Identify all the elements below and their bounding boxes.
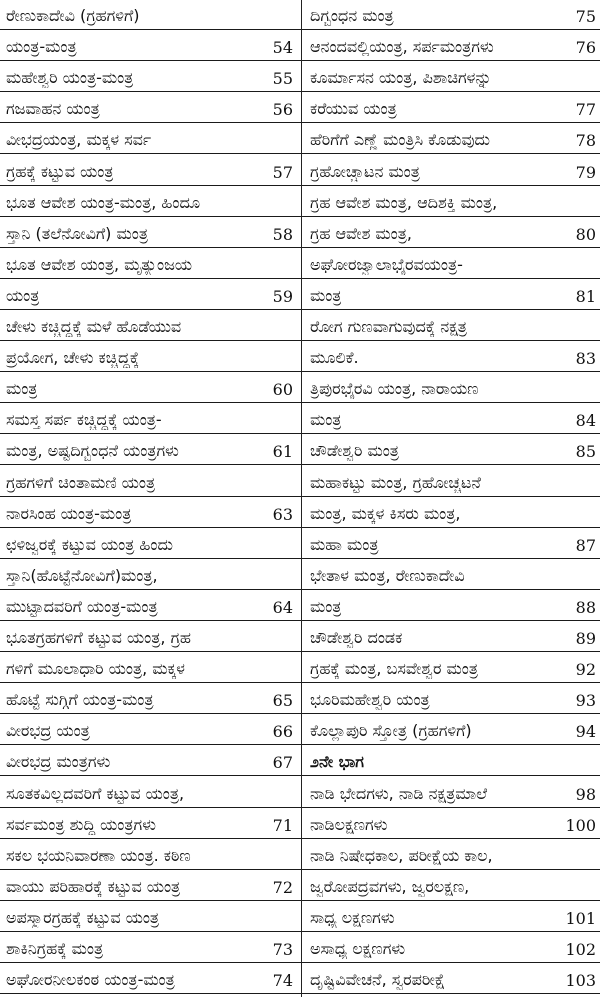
toc-entry-title: ಅಪಸ್ಮಾರಗ್ರಹಕ್ಕೆ ಕಟ್ಟುವ ಯಂತ್ರ [6, 907, 160, 927]
toc-entry-title: ಹೆರಿಗೆಗೆ ಎಣ್ಣೆ ಮಂತ್ರಿಸಿ ಕೊಡುವುದು [310, 130, 490, 150]
toc-entry-page: 98 [575, 784, 596, 804]
toc-entry-page: 93 [575, 691, 596, 711]
toc-entry-page: 61 [272, 442, 293, 462]
toc-entry-title: ಕರೆಯುವ ಯಂತ್ರ [310, 99, 397, 119]
toc-entry-title: ಭೂರಿಮಹೇಶ್ವರಿ ಯಂತ್ರ [310, 690, 430, 710]
toc-entry [302, 686, 600, 714]
toc-right-column [302, 0, 600, 997]
toc-entry [0, 780, 301, 808]
toc-entry-page: 84 [575, 411, 596, 431]
toc-entry-title: ಸಮಸ್ತ ಸರ್ಪ ಕಚ್ಚಿದ್ದಕ್ಕೆ ಯಂತ್ರ- [6, 410, 162, 430]
toc-entry-page: 76 [575, 38, 596, 58]
toc-entry [0, 966, 301, 994]
toc-entry-title: ಗ್ರಹಗಳಿಗೆ ಚಿಂತಾಮಣಿ ಯಂತ್ರ [6, 472, 156, 492]
toc-entry-title: ಮಹಾ ಮಂತ್ರ [310, 534, 379, 554]
toc-entry-title: ಮಂತ್ರ [310, 410, 342, 430]
toc-entry [302, 935, 600, 963]
toc-entry [302, 220, 600, 248]
toc-entry [302, 33, 600, 61]
toc-entry [302, 406, 600, 434]
toc-entry-title: ಮಂತ್ರ [6, 379, 38, 399]
toc-entry-title: ಹೊಟ್ಟೆ ಸುಗ್ಗಿಗೆ ಯಂತ್ರ-ಮಂತ್ರ [6, 690, 154, 710]
toc-entry-title: ಮಂತ್ರ [310, 285, 342, 305]
toc-entry-title: ರೋಗ ಗುಣವಾಗುವುದಕ್ಕೆ ನಕ್ಷತ್ರ [310, 317, 467, 336]
toc-entry-page: 66 [272, 722, 293, 742]
toc-entry-page: 81 [575, 286, 596, 306]
toc-entry [0, 95, 301, 123]
toc-entry-page: 83 [575, 349, 596, 369]
toc-entry-title: ಶಾಕಿನಿಗ್ರಹಕ್ಕೆ ಮಂತ್ರ [6, 939, 104, 958]
toc-entry [302, 904, 600, 932]
toc-entry [0, 375, 301, 403]
toc-entry [302, 966, 600, 994]
toc-entry-title: ಪ್ರಯೋಗ, ಚೇಳು ಕಚ್ಚಿದ್ದಕ್ಕೆ [6, 348, 140, 368]
toc-entry [0, 935, 301, 963]
toc-entry-title: ಗ್ರಹ ಆವೇಶ ಮಂತ್ರ, ಆದಿಶಕ್ತಿ ಮಂತ್ರ, [310, 192, 498, 212]
toc-entry [302, 811, 600, 839]
toc-entry [0, 748, 301, 776]
toc-entry-page: 85 [575, 442, 596, 462]
toc-entry-title: ಮೂಲಿಕೆ. [310, 348, 359, 368]
toc-entry-page: 79 [575, 162, 596, 182]
toc-entry [0, 811, 301, 839]
toc-entry-title: ಛಳಿಜ್ವರಕ್ಕೆ ಕಟ್ಟುವ ಯಂತ್ರ ಹಿಂದು [6, 534, 173, 554]
toc-entry [0, 717, 301, 745]
toc-entry-page: 87 [575, 535, 596, 555]
toc-entry-title: ಮಂತ್ರ [310, 596, 342, 616]
toc-entry [302, 531, 600, 559]
toc-entry-title: ಸೂತಕವಿಲ್ಲದವರಿಗೆ ಕಟ್ಟುವ ಯಂತ್ರ, [6, 783, 185, 803]
toc-entry-page: 75 [575, 7, 596, 26]
toc-entry-title: ಗ್ರಹ ಆವೇಶ ಮಂತ್ರ, [310, 223, 412, 243]
toc-entry [0, 33, 301, 61]
toc-entry-title: ಮಹೇಶ್ವರಿ ಯಂತ್ರ-ಮಂತ್ರ [6, 68, 134, 88]
toc-entry-page: 59 [272, 286, 293, 306]
toc-entry-title: ಚೇಳು ಕಚ್ಚಿದ್ದಕ್ಕೆ ಮಳೆ ಹೊಡೆಯುವ [6, 317, 182, 336]
toc-entry [302, 375, 600, 403]
toc-entry [0, 251, 301, 279]
toc-entry-page: 71 [272, 815, 293, 835]
toc-entry-title: ರೇಣುಕಾದೇವಿ (ಗ್ರಹಗಳಿಗೆ) [6, 6, 140, 25]
toc-entry-title: ಭೂತ ಆವೇಶ ಯಂತ್ರ, ಮೃತ್ಯುಂಜಯ [6, 254, 193, 274]
toc-entry [0, 437, 301, 465]
toc-entry-title: ದಿಗ್ಬಂಧನ ಮಂತ್ರ [310, 6, 394, 25]
toc-entry [302, 842, 600, 870]
toc-entry-title: ಭೇತಾಳ ಮಂತ್ರ, ರೇಣುಕಾದೇವಿ [310, 565, 465, 585]
toc-entry-page: 102 [565, 940, 596, 959]
toc-entry [0, 126, 301, 154]
toc-entry [302, 282, 600, 310]
toc-entry-title: ತ್ರಿಪುರಭೈರವಿ ಯಂತ್ರ, ನಾರಾಯಣ [310, 379, 479, 399]
toc-entry [302, 500, 600, 528]
toc-entry-page: 55 [272, 69, 293, 89]
toc-entry-title: ಚೌಡೇಶ್ವರಿ ಮಂತ್ರ [310, 441, 399, 461]
toc-entry-title: ಮಂತ್ರ, ಮಕ್ಕಳ ಕಿಸರು ಮಂತ್ರ, [310, 503, 461, 523]
toc-entry [0, 220, 301, 248]
toc-entry [302, 344, 600, 372]
toc-entry [302, 64, 600, 92]
toc-entry [0, 158, 301, 186]
toc-entry-title: ಕೊಲ್ಲಾಪುರಿ ಸ್ತೋತ್ರ (ಗ್ರಹಗಳಿಗೆ) [310, 721, 472, 741]
toc-entry-title: ವೀರಭದ್ರ ಮಂತ್ರಗಳು [6, 752, 111, 772]
toc-entry-page: 54 [272, 38, 293, 58]
toc-entry [302, 313, 600, 341]
toc-entry-page: 74 [272, 971, 293, 991]
toc-entry [0, 282, 301, 310]
toc-entry [302, 780, 600, 808]
toc-entry-title: ಮುಟ್ಟಾದವರಿಗೆ ಯಂತ್ರ-ಮಂತ್ರ [6, 596, 158, 616]
toc-entry-page: 64 [272, 597, 293, 617]
toc-entry [0, 873, 301, 901]
toc-entry-title: ಯಂತ್ರ-ಮಂತ್ರ [6, 37, 77, 57]
toc-entry [0, 64, 301, 92]
toc-entry [0, 406, 301, 434]
toc-entry [0, 2, 301, 30]
toc-entry-page: 56 [272, 100, 293, 120]
toc-entry-page: 72 [272, 877, 293, 897]
toc-entry-title: ಗಜವಾಹನ ಯಂತ್ರ [6, 99, 100, 119]
toc-entry-page: 92 [575, 660, 596, 680]
toc-entry [302, 717, 600, 745]
toc-entry-title: ವೀರಭದ್ರ ಯಂತ್ರ [6, 721, 90, 741]
toc-entry-page: 80 [575, 224, 596, 244]
toc-entry [302, 593, 600, 621]
toc-entry-title: ನಾಡಿಲಕ್ಷಣಗಳು [310, 814, 388, 834]
toc-entry [0, 344, 301, 372]
toc-entry-title: ಭೂತಗ್ರಹಗಳಿಗೆ ಕಟ್ಟುವ ಯಂತ್ರ, ಗ್ರಹ [6, 628, 192, 647]
toc-entry [302, 873, 600, 901]
toc-entry-title: ಚೌಡೇಶ್ವರಿ ದಂಡಕ [310, 628, 403, 647]
toc-entry [302, 624, 600, 652]
toc-entry-title: ಸರ್ವಮಂತ್ರ ಶುದ್ಧಿ ಯಂತ್ರಗಳು [6, 814, 156, 834]
toc-entry-page: 57 [272, 162, 293, 182]
toc-entry-page: 89 [575, 629, 596, 648]
toc-entry [302, 562, 600, 590]
toc-entry [302, 95, 600, 123]
toc-entry-title: ದೃಷ್ಟಿವಿವೇಚನೆ, ಸ್ವರಪರೀಕ್ಷೆ [310, 970, 446, 990]
toc-entry [0, 624, 301, 652]
toc-entry-title: ಗ್ರಹಕ್ಕೆ ಕಟ್ಟುವ ಯಂತ್ರ [6, 161, 114, 181]
toc-entry-title: ಭೂತ ಆವೇಶ ಯಂತ್ರ-ಮಂತ್ರ, ಹಿಂದೂ [6, 192, 201, 212]
toc-entry-title: ಸ್ತಾನಿ(ಹೊಟ್ಟೆನೋವಿಗೆ)ಮಂತ್ರ, [6, 565, 158, 585]
toc-entry-title: ಅಘೋರಜ್ವಾಲಾಭೈರವಯಂತ್ರ- [310, 254, 463, 274]
toc-entry-title: ಅಘೋರನೀಲಕಂಠ ಯಂತ್ರ-ಮಂತ್ರ [6, 970, 175, 990]
toc-entry-title: ಸಕಲ ಭಯನಿವಾರಣಾ ಯಂತ್ರ. ಕಠಿಣ [6, 845, 191, 865]
toc-entry-page: 60 [272, 380, 293, 400]
toc-entry [0, 686, 301, 714]
toc-entry-title: ವೀಭದ್ರಯಂತ್ರ, ಮಕ್ಕಳ ಸರ್ವ [6, 130, 152, 150]
toc-entry-title: ಮಹಾಕಟ್ಟು ಮಂತ್ರ, ಗ್ರಹೋಚ್ಚಟನೆ [310, 472, 481, 492]
toc-entry [0, 593, 301, 621]
toc-entry [302, 437, 600, 465]
toc-entry-title: ನಾರಸಿಂಹ ಯಂತ್ರ-ಮಂತ್ರ [6, 503, 132, 523]
toc-entry-title: ಗಳಿಗೆ ಮೂಲಾಧಾರಿ ಯಂತ್ರ, ಮಕ್ಕಳ [6, 659, 185, 679]
toc-entry [0, 469, 301, 497]
toc-entry [0, 842, 301, 870]
toc-entry [0, 500, 301, 528]
toc-entry-title: ಅಸಾಧ್ಯ ಲಕ್ಷಣಗಳು [310, 939, 406, 958]
toc-entry [302, 126, 600, 154]
toc-entry-title: ಗ್ರಹೋಚ್ಚಾಟನ ಮಂತ್ರ [310, 161, 420, 181]
toc-entry [302, 158, 600, 186]
toc-entry-page: 77 [575, 100, 596, 120]
toc-entry [0, 531, 301, 559]
toc-entry [0, 313, 301, 341]
toc-entry [0, 904, 301, 932]
toc-entry [302, 748, 600, 776]
toc-entry-page: 73 [272, 940, 293, 959]
toc-entry-page: 65 [272, 691, 293, 711]
toc-entry [302, 2, 600, 30]
toc-entry-title: ವಾಯು ಪರಿಹಾರಕ್ಕೆ ಕಟ್ಟುವ ಯಂತ್ರ [6, 876, 181, 896]
toc-entry-title: ಗ್ರಹಕ್ಕೆ ಮಂತ್ರ, ಬಸವೇಶ್ವರ ಮಂತ್ರ [310, 659, 478, 679]
toc-entry-title: ನಾಡಿ ನಿಷೇಧಕಾಲ, ಪರೀಕ್ಷೆಯ ಕಾಲ, [310, 845, 493, 865]
toc-entry-page: 67 [272, 753, 293, 773]
toc-entry-title: ಆನಂದವಲ್ಲಿಯಂತ್ರ, ಸರ್ಪಮಂತ್ರಗಳು [310, 37, 494, 57]
toc-entry [0, 562, 301, 590]
toc-entry-page: 78 [575, 131, 596, 151]
toc-entry [302, 469, 600, 497]
toc-entry [302, 655, 600, 683]
toc-entry-page: 94 [575, 722, 596, 742]
toc-entry-title: ನಾಡಿ ಭೇದಗಳು, ನಾಡಿ ನಕ್ಷತ್ರಮಾಲೆ [310, 783, 488, 803]
toc-entry-title: ಮಂತ್ರ, ಅಷ್ಟದಿಗ್ಭಂಧನೆ ಯಂತ್ರಗಳು [6, 441, 179, 461]
toc-entry [0, 189, 301, 217]
toc-entry-page: 103 [565, 971, 596, 991]
toc-entry-title: ಸ್ತಾನಿ (ತಲೆನೋವಿಗೆ) ಮಂತ್ರ [6, 223, 148, 243]
toc-entry [302, 251, 600, 279]
toc-entry [302, 189, 600, 217]
toc-entry-page: 101 [565, 908, 596, 928]
toc-entry-title: ಯಂತ್ರ [6, 285, 40, 305]
toc-entry-page: 58 [272, 224, 293, 244]
toc-entry-title: ಜ್ವರೋಪದ್ರವಗಳು, ಜ್ವರಲಕ್ಷಣ, [310, 876, 470, 896]
toc-entry-title: ೨ನೇ ಭಾಗ [310, 752, 364, 772]
toc-entry-page: 88 [575, 597, 596, 617]
toc-entry-title: ಕೂರ್ಮಾಸನ ಯಂತ್ರ, ಪಿಶಾಚಿಗಳನ್ನು [310, 68, 492, 88]
toc-entry-page: 63 [272, 504, 293, 524]
toc-entry-page: 100 [565, 815, 596, 835]
toc-entry [0, 655, 301, 683]
toc-entry-title: ಸಾಧ್ಯ ಲಕ್ಷಣಗಳು [310, 907, 395, 927]
